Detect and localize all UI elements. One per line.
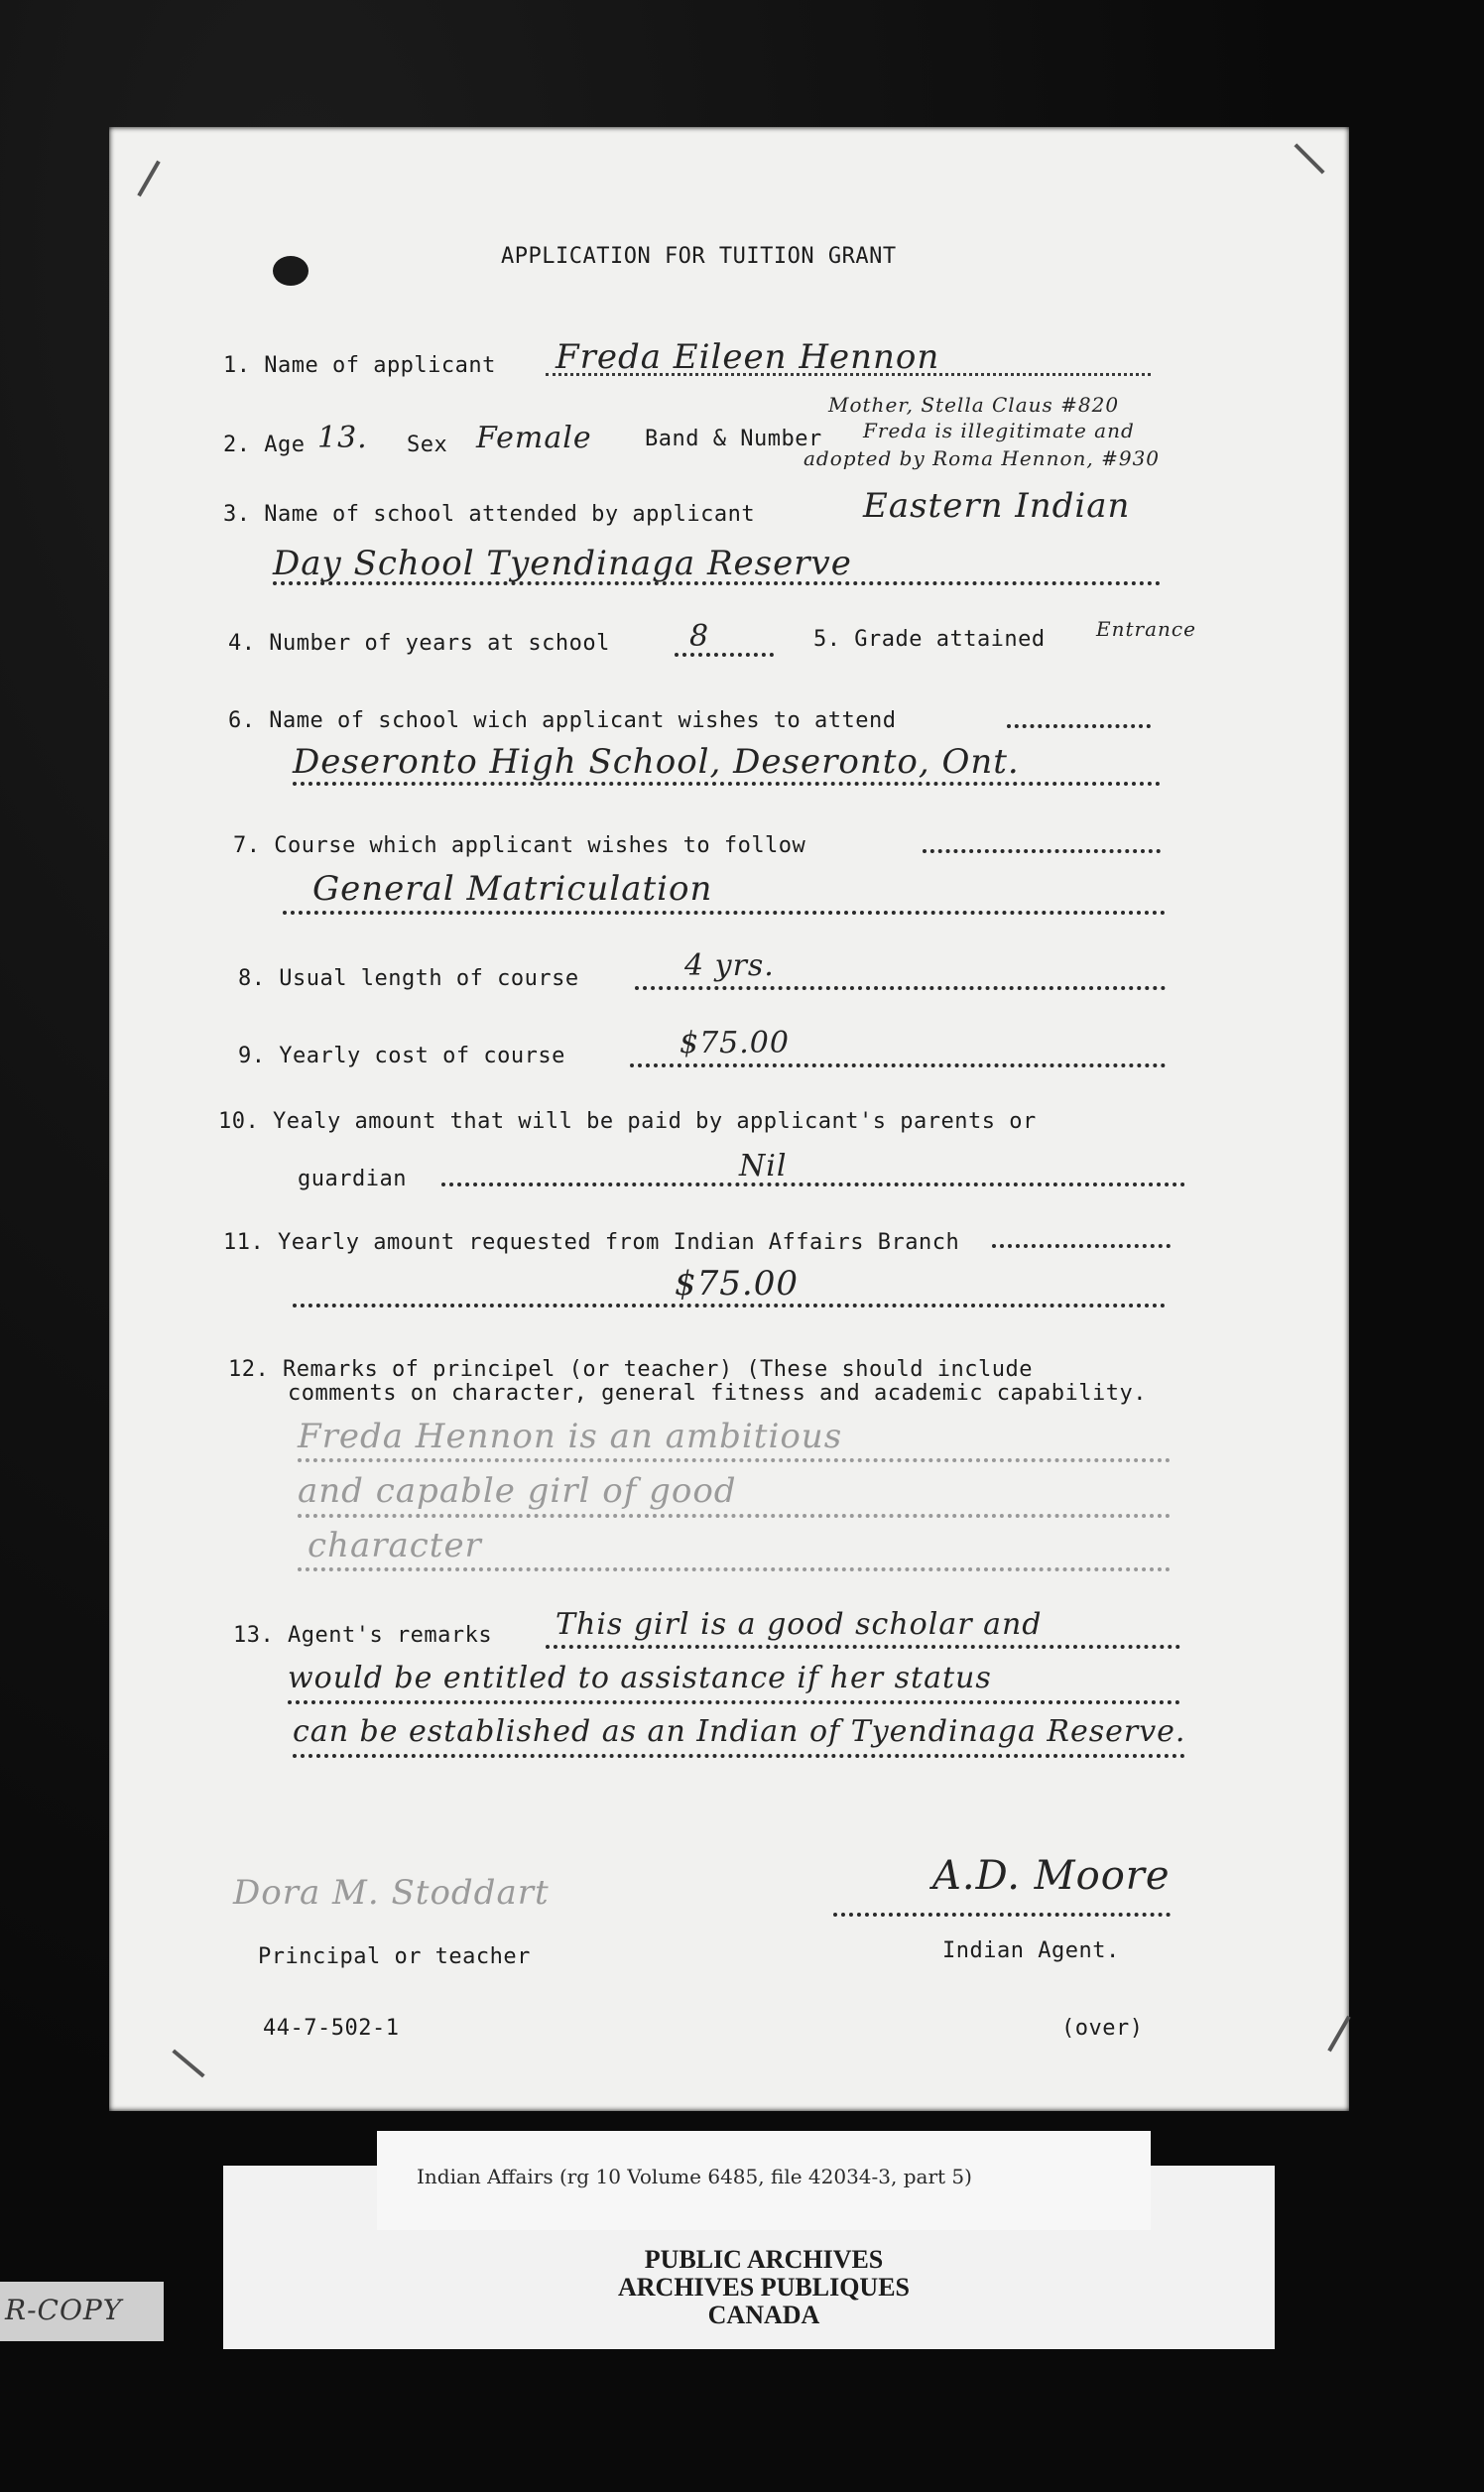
archive-stamp-line-1: PUBLIC ARCHIVES: [644, 2245, 884, 2274]
q6-label: 6. Name of school wich applicant wishes to attend: [228, 708, 897, 733]
principal-label: Principal or teacher: [258, 1944, 531, 1969]
q2-note-top: Mother, Stella Claus #820: [828, 393, 1120, 417]
q4-dots: [675, 653, 774, 657]
archive-stamp-line-3: CANADA: [707, 2301, 820, 2329]
q11-value: $75.00: [675, 1264, 799, 1304]
q11-dots: [992, 1244, 1171, 1248]
q1-value: Freda Eileen Hennon: [556, 337, 940, 377]
q9-value: $75.00: [680, 1026, 790, 1060]
q11-label: 11. Yearly amount requested from Indian Affairs Branch: [223, 1230, 960, 1255]
q12-value-3: character: [308, 1526, 482, 1565]
q10-label-2: guardian: [298, 1167, 407, 1191]
q7-value-dots: [283, 911, 1166, 915]
side-tag: [0, 2282, 164, 2341]
q8-dots: [635, 986, 1166, 990]
q13-value-3: can be established as an Indian of Tyendinaga Reserve.: [293, 1714, 1186, 1749]
q5-value: Entrance: [1096, 617, 1196, 641]
q12-label-1: 12. Remarks of principel (or teacher) (These should include: [228, 1357, 1033, 1382]
q5-label: 5. Grade attained: [813, 627, 1046, 652]
q4-label: 4. Number of years at school: [228, 631, 610, 656]
q7-dots: [923, 849, 1161, 853]
q2-sex-value: Female: [476, 421, 592, 455]
q12-label-2: comments on character, general fitness and academic capability.: [288, 1381, 1147, 1406]
q3-dots: [273, 581, 1161, 585]
form-number: 44-7-502-1: [263, 2016, 400, 2041]
q2-note-bottom: adopted by Roma Hennon, #930: [804, 446, 1161, 470]
q10-dots: [441, 1183, 1185, 1186]
q2-age-value: 13.: [317, 421, 368, 455]
q2-band-value: Freda is illegitimate and: [863, 419, 1135, 442]
q9-label: 9. Yearly cost of course: [238, 1044, 565, 1068]
q6-dots: [1007, 724, 1151, 728]
q4-value: 8: [689, 619, 710, 654]
q3-value-1: Eastern Indian: [863, 486, 1131, 526]
q3-value-2: Day School Tyendinaga Reserve: [273, 544, 852, 583]
q12-value-1: Freda Hennon is an ambitious: [298, 1417, 843, 1456]
punch-hole: [273, 256, 309, 286]
q12-dots-1: [298, 1458, 1171, 1462]
form-title: APPLICATION FOR TUITION GRANT: [501, 244, 897, 269]
q13-dots-2: [288, 1700, 1180, 1704]
q13-dots-1: [546, 1645, 1180, 1649]
corner-mark-top-right: [1294, 143, 1324, 174]
q1-label: 1. Name of applicant: [223, 353, 496, 378]
q3-label: 3. Name of school attended by applicant: [223, 502, 756, 527]
corner-mark-bottom-left: [172, 2050, 204, 2078]
q2-age-label: 2. Age: [223, 433, 306, 457]
q8-value: 4 yrs.: [684, 948, 775, 983]
corner-mark-top-left: [137, 161, 160, 197]
q12-dots-2: [298, 1514, 1171, 1518]
agent-signature-dots: [833, 1913, 1171, 1917]
q8-label: 8. Usual length of course: [238, 966, 579, 991]
q13-label: 13. Agent's remarks: [233, 1623, 493, 1648]
q9-dots: [630, 1063, 1166, 1067]
over-label: (over): [1061, 2016, 1144, 2041]
q11-value-dots: [293, 1304, 1166, 1308]
q1-underline: [546, 373, 1151, 376]
q2-sex-label: Sex: [407, 433, 448, 457]
agent-signature: A.D. Moore: [932, 1853, 1171, 1899]
q10-label-1: 10. Yealy amount that will be paid by applicant's parents or: [218, 1109, 1037, 1134]
q12-dots-3: [298, 1567, 1171, 1571]
principal-signature: Dora M. Stoddart: [233, 1873, 550, 1913]
archive-reference-card: [377, 2131, 1151, 2230]
q12-value-2: and capable girl of good: [298, 1471, 737, 1511]
archive-stamp: [516, 2246, 1012, 2335]
q13-value-1: This girl is a good scholar and: [556, 1607, 1043, 1642]
q10-value: Nil: [739, 1149, 788, 1184]
q7-label: 7. Course which applicant wishes to follow: [233, 833, 806, 858]
q6-value-dots: [293, 782, 1161, 786]
q13-dots-3: [293, 1754, 1185, 1758]
q2-band-label: Band & Number: [645, 427, 822, 451]
corner-mark-bottom-right: [1327, 2016, 1350, 2053]
q13-value-2: would be entitled to assistance if her status: [288, 1661, 992, 1695]
q6-value: Deseronto High School, Deseronto, Ont.: [293, 742, 1020, 782]
side-tag-text: R-COPY: [5, 2294, 123, 2326]
agent-label: Indian Agent.: [942, 1938, 1120, 1963]
q7-value: General Matriculation: [312, 869, 713, 909]
form-sheet: [109, 127, 1349, 2111]
archive-reference: Indian Affairs (rg 10 Volume 6485, file 42034-3, part 5): [417, 2165, 972, 2188]
archive-stamp-line-2: ARCHIVES PUBLIQUES: [617, 2273, 910, 2302]
